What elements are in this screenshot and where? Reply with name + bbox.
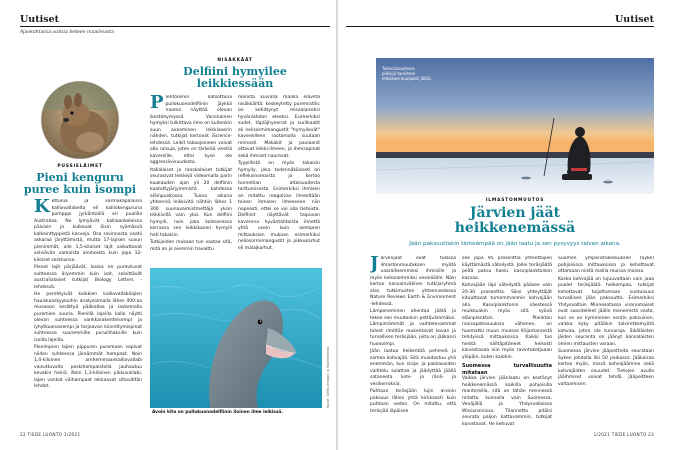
dolphin-caption: Avoin kita on pullokuonodelfiinin iloinen ilme leikissä.: [152, 410, 283, 415]
ice-column-1: [370, 256, 456, 428]
dolphin-title: [150, 66, 320, 90]
dolphin-col1-p3: Tutkijoiden mukaan tun vastaa sitä, mitä on jo aiemmin havaittu: [150, 240, 232, 252]
right-page: [338, 0, 674, 450]
ice-title-line2: heikkenemässä: [454, 220, 576, 236]
ice-column-2: [462, 256, 552, 428]
photo-credit: Kuvat: Getty Images ja Shutterstock: [326, 346, 330, 408]
ice-col1-p2: Lämpeneminen ohentaa jäätä ja tekee sen muutenkin pettävämmäksi. Lämpimämmät ja vaihtelevammat talvet rimittän mukentavat kovan ja turvallisen teräsjään, joita on jääkansi huonoimpi.: [370, 309, 456, 347]
ice-photo-caption: [382, 66, 432, 81]
ice-dropcap: J: [370, 256, 379, 274]
dolphin-kicker: NISÄKKÄÄT: [217, 58, 253, 63]
ice-photo-caption-line2: pilkkijä tarvitsee: [382, 71, 416, 76]
ice-col1-p3: Jään laatua heikentää pehmeä ja samea kohvajää. Sitä muodostuu yhä enemmän, kun sisija- ja pakkasoiden vaihtelu sulattaa ja jäädyttää jäällä sataneeta lumi- ja ränä- ja vesikerroksia.: [370, 349, 456, 387]
ice-col1-p1: ärvenjäät ovat tulossa ilmastonmuutoksen myötä vaarallisemmiksi ihmisille ja myös kehonommiksi vesieliöille. Näin kertoo kansainvälinen tutkijaryhmä alan tutkimusten yhteenvedossa Nature Reviews Earth & Environment -lehdessä.: [370, 256, 456, 307]
kangaroo-dropcap: K: [34, 199, 50, 217]
ice-col3-p3: Suomessa järvien jääpeitteita seurataan Syken johdolla liki 50 paikassa. Jääkairaa kertoo myös, missä kohvajäämine sekä kohvajäiden osuudet. Tietojen avulla jääihmiset voivat tehdä jääpeitteen valtaamisen.: [558, 349, 654, 387]
kangaroo-paragraph-4: Pienimpien lajien pippuren puremaan sopivat niiden suhteessa järeämmät hampaat. Noin 1,4-kiloinen arnhemmaankalliovallabi vaisuttuvalla poskihampaistolla jauhautuu kovakin heinä. Noin 1,3-kiloinen pikkuvallabi, lajen vankat väihampaat lekkaavat siltavältän lehdet.: [34, 345, 142, 389]
right-section-title: Uutiset: [615, 14, 654, 25]
kangaroo-title-line1: Pieni kenguru: [36, 171, 124, 184]
ice-kicker: ILMASTONMUUTOS: [485, 198, 545, 203]
ice-photo-caption-line3: ehkäisee kuulpasti jäätä.: [382, 76, 432, 81]
ice-title-line1: Järvien jäät: [469, 205, 561, 221]
section-rule: [20, 26, 330, 27]
ice-subheading: Suomessa turvallisuutta mitataan: [462, 363, 552, 376]
kangaroo-article: [34, 199, 142, 427]
left-folio: 22 TIEDE LUONTO 1/2021: [20, 432, 81, 437]
ice-column-3: [558, 256, 654, 428]
dolphin-title-line1: Delfiini hymyilee: [183, 65, 287, 78]
dolphin-col2-p2: Tyypillistä on myös takaisin hymyily, joka todennäköisesti on refleksinomaista ja kertoo tunnetilan altaisuudesta tarttumisesta. Esimerkiksi ihmisen on mitattu reagoivan ilmeeltään toisen ihmisen ilmeeseen niin nopeasti, ettei se voi olla tietoista. Delfiinit näyttävät taipuvan kavernna hyväntahtoista ilmettä yhtä usein kuin aiempien mittauksien mukaan esimerkiksi neliosormimangustit ja pikkukarhut eli malajkarhut.: [238, 161, 320, 251]
dolphin-dropcap: P: [150, 95, 164, 113]
kangaroo-paragraph-3: He perehtyivät kaikkien kalliovallabilajien hauiskaaskyykuihin analysoimalla lähes 400:aa museoon kerättyä pääkallоa ja laskemalla puremien suuria. Pienillä lajeilla kallo näytti olevan suhteessa vankkarakenteisempi ja lyhytkuonoisempi ja tarjoavan kiinnittymispinat suhteessa suuremmille puruilihaksille kuin isoilla lajeilla.: [34, 292, 142, 343]
right-folio: 1/2021 TIEDE LUONTO 23: [593, 432, 654, 437]
left-page: [0, 0, 336, 450]
dolphin-column-1: [150, 95, 232, 263]
kangaroo-paragraph-2: Pienet lajit pärjäävät, koska ne pureutuvat suhteessa äryemmin kuin isot, selvittävät australialaiset tutkijat Biology Letters -lehdessä.: [34, 265, 142, 290]
ice-col2-p3: Vaikka järvien jäänlaatu on kestänyt heikkenemässä kaikilla pohjoisilla mantereilla, sitä on tähän mennessä mitattu kunnolla vain Suomessa, Venäjällä ja Yhdysvalloissa Wisconsinissa. Tilannetta pitäisi seurata paljon kattavammin, tutkijat korostavat. He kehuvat: [462, 376, 552, 427]
kangaroo-title-line2: puree kuin isompi: [23, 183, 137, 196]
ice-col2-p2: Kohvajään läpi säteilystä pääsee vain 20-30 prosenttia. Siksi yhteyttäjät kituuttavat tumemmanmin kohvajään alla. Kasviplanktonin säestessä muikkuakin myös sitä syövä eläinplankton. Plankton ravisapotiosuuksia vähenee, on huomattu muun muassa Kiljantarvestä tehdyissä mittauksissa. Kaikki tuo heistä näiltäpitäneet heikosti kaivestavaa niin myös ravintoketjuaan ylöpäin, kuten kalohin.: [462, 283, 552, 360]
ice-deck: Jään paksuuttakin tärkeämpää on jään laatu ja sen pysyvyys talven aikana.: [409, 241, 621, 247]
dolphin-column-2: [238, 95, 320, 263]
section-tagline: Ajankohtaisia uutisia tieteen maailmasta: [20, 30, 114, 35]
ice-col2-p1: see jopa 95 prosenttia yhteettäjien käyttämästä säteilystä. Jollei teräsjäätä peitä paksu hanki, kasviplanktonkin kasvaa.: [462, 256, 552, 281]
ice-col1-p4: Puhtaan teräsjään lujin arvioin paksuus lähes yhtä kirkkaasti kuin puhtaan veden. On mitattu, että teräsjää läpäisee: [370, 389, 456, 414]
ice-photo-caption-line1: Tulevaisuudessa: [382, 66, 415, 71]
kangaroo-kicker: PUSSIELÄIMET: [57, 164, 103, 169]
dolphin-col2-p1: monilta kuivalla maalla eläviltä nisäkkäiltä: keskeytetty puremistilic on kehittynyt mlsaalaiseksi hyvänlahdon eleeksi. Esimerkiksi sudet, täpläjhyeenat ja suriikaatit eli nelisormimangustit "hymyilevät" kavereilleen raotamalla suutaan rennosti. Makakit ja paviaanit ottavat leikki-ilmeen, ja ihmisapinat sekä ihmiset nauravat.: [238, 95, 320, 159]
ice-col3-p2: Koska kohvajää on lujuuvaltaan vain jaaa puolet teräsjäätä heikompaa, tutkijat kehottavat tuijottamaan suotuisuus turvallisen jään paksuutta. Esimerkiksi Yhdysvaltain Minnesotassa vironomaiset ovat suositelleet jäälle menemistä vasta, kun se on kymmenen sentin paksuinen, vaikka kyky pitääkin talviretkemyötä kohvaa, joten ole turvaraja. Sikäläisten jäiden seuranta on jäänyt kansalaisten omien mittausten varaan.: [558, 276, 654, 347]
kangaroo-title: [20, 172, 140, 196]
right-section-rule: [346, 26, 654, 27]
dolphin-col1-p2: Italialaiset ja ranskalaiset tutkijat seurasivat leikkejä videomalla parin kuukauden ajan yli 20 delfiinin kaatuttyjärjyimmistä kahdessa eläinpuistossa. Tuona aikana yhteensä leikkivitä nähtiin lähes 1 300 suunavaimistmettäjä yksin leikkivillä vain yksi. Kun delfiini hymyili, noin joka kolmanessa kerrassa sen leikkikaveri hymyili heti takaisin.: [150, 167, 232, 238]
dolphin-photo: [150, 268, 322, 408]
kangaroo-paragraph-1: ettuniä ja varmakäpäläisiä kalliovallabeita eli kalliokengururia pompppi jyrkänteillä eri puolilla Australiaa. Ne lymyävät kallioonkoloissa päivisin ja kulkevat öisin syömässä kalkeinttyppistä kasveja. Osa ravinnosta vaatii askaraa järyttämistä, mutta 17-lajisen suvun pienimmät, alle 1,5-kiloiset lajit vaikuttavat selviävän samoista ainmoista kuin jopa 12-kiloiset serkkunsa.: [34, 199, 142, 263]
kangaroo-photo: [38, 80, 122, 160]
ice-col3-p1: Suomen ympäristökeskuksen (Syke) pohjaisissa mittauksissa ja kehottavat ottamaan niistä mallia muissa maissa.: [558, 256, 654, 274]
dolphin-title-line2: leikkiessään: [196, 77, 274, 90]
section-title: Uutiset: [20, 14, 59, 25]
dolphin-col1-p1: Ientoolinin katsottuna pullokuonodelfiinin jäykkä naama näyttää olevan ikestohymyssä. Varsinainen hymyksi tulkittava ilme on kuitenkin suun avaaminen leikkiaverin nähden, tutkijat kertovat iScience-lehdessä. Leikit takaajoineen voivat olla raisuja, joten on tärkeää viestiä kavereille, ettei kyse ole aggressiivisuudesta.: [150, 95, 232, 165]
ice-title: [376, 206, 654, 236]
